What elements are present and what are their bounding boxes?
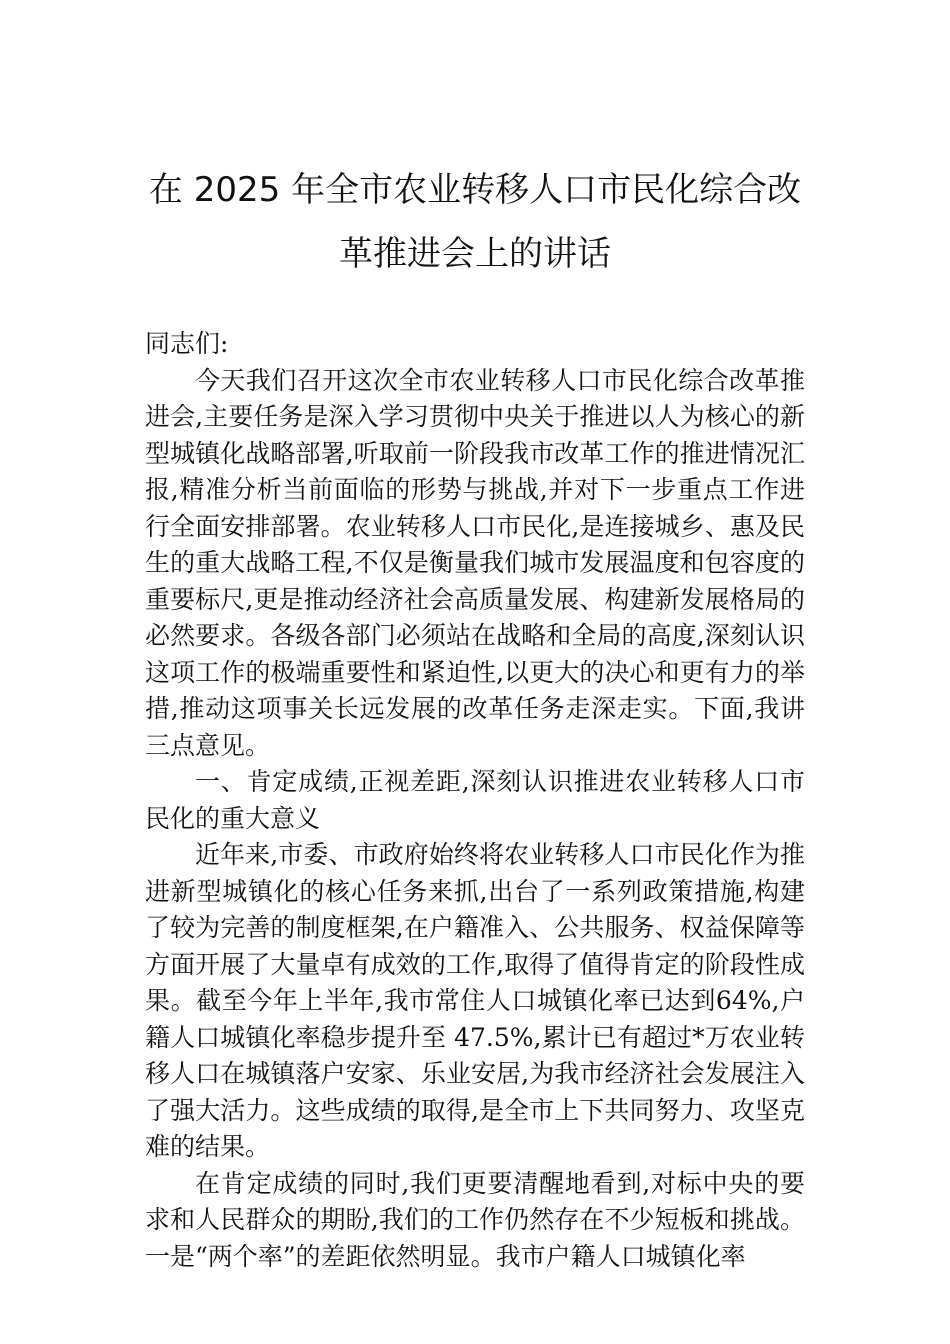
paragraph-achievements: 近年来,市委、市政府始终将农业转移人口市民化作为推进新型城镇化的核心任务来抓,出台了一系列政策措施,构建了较为完善的制度框架,在户籍准入、公共服务、权益保障等方面开展了大量卓有成效的工作,取得了值得肯定的阶段性成果。截至今年上半年,我市常住人口城镇化率已达到64%,户籍人口城镇化率稳步提升至 47.5%,累计已有超过*万农业转移人口在城镇落户安家、乐业安居,为我市经济社会发展注入了强大活力。这些成绩的取得,是全市上下共同努力、攻坚克难的结果。	[145, 840, 805, 1161]
paragraph-gaps: 在肯定成绩的同时,我们更要清醒地看到,对标中央的要求和人民群众的期盼,我们的工作仍然存在不少短板和挑战。一是“两个率”的差距依然明显。我市户籍人口城镇化率	[145, 1168, 805, 1271]
document-title	[100, 158, 850, 286]
title-line-1: 在 2025 年全市农业转移人口市民化综合改	[148, 170, 802, 210]
paragraph-opening: 今天我们召开这次全市农业转移人口市民化综合改革推进会,主要任务是深入学习贯彻中央关于推进以人为核心的新型城镇化战略部署,听取前一阶段我市改革工作的推进情况汇报,精准分析当前面临的形势与挑战,并对下一步重点工作进行全面安排部署。农业转移人口市民化,是连接城乡、惠及民生的重大战略工程,不仅是衡量我们城市发展温度和包容度的重要标尺,更是推动经济社会高质量发展、构建新发展格局的必然要求。各级各部门必须站在战略和全局的高度,深刻认识这项工作的极端重要性和紧迫性,以更大的决心和更有力的举措,推动这项事关长远发展的改革任务走深走实。下面,我讲三点意见。	[145, 365, 805, 760]
section-heading-1: 一、肯定成绩,正视差距,深刻认识推进农业转移人口市民化的重大意义	[145, 767, 805, 833]
title-line-2: 革推进会上的讲话	[339, 234, 611, 274]
salutation: 同志们:	[145, 329, 229, 358]
document-body	[145, 326, 805, 1275]
